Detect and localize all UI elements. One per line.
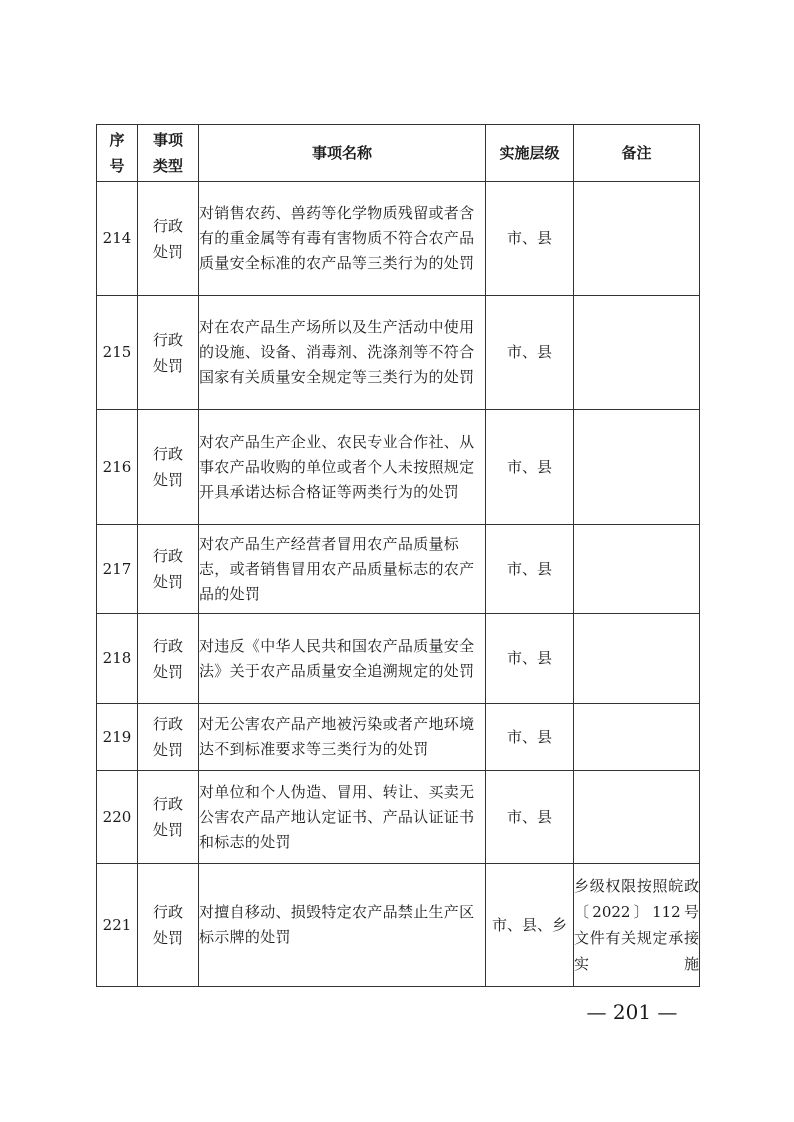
table-row bbox=[97, 525, 700, 614]
table-row bbox=[97, 704, 700, 771]
header-type: 事项类型 bbox=[138, 125, 199, 182]
row-number: 215 bbox=[97, 296, 138, 410]
row-level: 市、县 bbox=[486, 614, 574, 704]
row-type: 行政处罚 bbox=[138, 296, 199, 410]
table-row bbox=[97, 182, 700, 296]
row-level: 市、县 bbox=[486, 182, 574, 296]
row-type: 行政处罚 bbox=[138, 864, 199, 987]
matters-table bbox=[96, 124, 700, 987]
row-name: 对农产品生产经营者冒用农产品质量标志，或者销售冒用农产品质量标志的农产品的处罚 bbox=[199, 525, 486, 614]
row-number: 220 bbox=[97, 771, 138, 864]
row-level: 市、县、乡 bbox=[486, 864, 574, 987]
header-level: 实施层级 bbox=[486, 125, 574, 182]
row-level: 市、县 bbox=[486, 296, 574, 410]
row-level: 市、县 bbox=[486, 704, 574, 771]
row-name: 对无公害农产品产地被污染或者产地环境达不到标准要求等三类行为的处罚 bbox=[199, 704, 486, 771]
table-row bbox=[97, 614, 700, 704]
row-number: 214 bbox=[97, 182, 138, 296]
row-note: 乡级权限按照皖政〔2022〕112号文件有关规定承接实施 bbox=[574, 864, 700, 987]
table-row bbox=[97, 771, 700, 864]
row-note bbox=[574, 410, 700, 525]
table-header-row bbox=[97, 125, 700, 182]
row-level: 市、县 bbox=[486, 410, 574, 525]
row-number: 219 bbox=[97, 704, 138, 771]
row-number: 216 bbox=[97, 410, 138, 525]
row-level: 市、县 bbox=[486, 525, 574, 614]
header-no: 序号 bbox=[97, 125, 138, 182]
page-number: — 201 — bbox=[586, 1000, 678, 1024]
row-note bbox=[574, 182, 700, 296]
table-row bbox=[97, 296, 700, 410]
row-note bbox=[574, 704, 700, 771]
row-note bbox=[574, 296, 700, 410]
row-number: 218 bbox=[97, 614, 138, 704]
row-type: 行政处罚 bbox=[138, 525, 199, 614]
row-type: 行政处罚 bbox=[138, 410, 199, 525]
row-note bbox=[574, 771, 700, 864]
row-type: 行政处罚 bbox=[138, 704, 199, 771]
row-type: 行政处罚 bbox=[138, 771, 199, 864]
table-row bbox=[97, 410, 700, 525]
row-level: 市、县 bbox=[486, 771, 574, 864]
row-name: 对销售农药、兽药等化学物质残留或者含有的重金属等有毒有害物质不符合农产品质量安全标准的农产品等三类行为的处罚 bbox=[199, 182, 486, 296]
row-note bbox=[574, 525, 700, 614]
row-name: 对农产品生产企业、农民专业合作社、从事农产品收购的单位或者个人未按照规定开具承诺达标合格证等两类行为的处罚 bbox=[199, 410, 486, 525]
row-number: 221 bbox=[97, 864, 138, 987]
row-type: 行政处罚 bbox=[138, 182, 199, 296]
row-type: 行政处罚 bbox=[138, 614, 199, 704]
table-row bbox=[97, 864, 700, 987]
row-name: 对擅自移动、损毁特定农产品禁止生产区标示牌的处罚 bbox=[199, 864, 486, 987]
row-name: 对在农产品生产场所以及生产活动中使用的设施、设备、消毒剂、洗涤剂等不符合国家有关质量安全规定等三类行为的处罚 bbox=[199, 296, 486, 410]
row-number: 217 bbox=[97, 525, 138, 614]
header-note: 备注 bbox=[574, 125, 700, 182]
row-note bbox=[574, 614, 700, 704]
header-name: 事项名称 bbox=[199, 125, 486, 182]
row-name: 对违反《中华人民共和国农产品质量安全法》关于农产品质量安全追溯规定的处罚 bbox=[199, 614, 486, 704]
row-name: 对单位和个人伪造、冒用、转让、买卖无公害农产品产地认定证书、产品认证证书和标志的处罚 bbox=[199, 771, 486, 864]
